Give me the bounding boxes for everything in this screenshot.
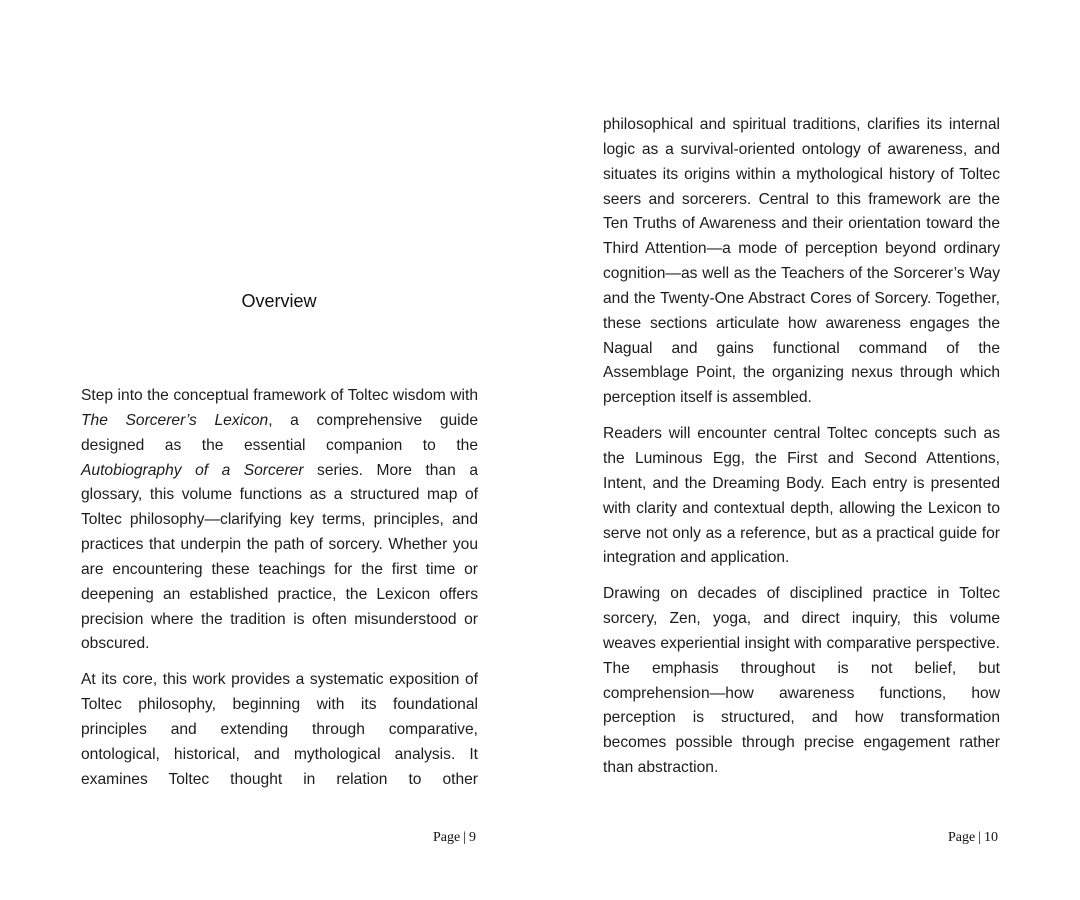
right-page xyxy=(540,0,1080,900)
paragraph: At its core, this work provides a systematic exposition of Toltec philosophy, beginning with its foundational principles and extending through comparative, ontological, historical, and mythological analysis. It examines Toltec thought in relation to other xyxy=(81,671,478,788)
text-run: Step into the conceptual framework of Toltec wisdom with xyxy=(81,387,478,404)
paragraph: Readers will encounter central Toltec concepts such as the Luminous Egg, the First and Second Attentions, Intent, and the Dreaming Body. Each entry is presented with clarity and contextual depth, allowing the Lexicon to serve not only as a reference, but as a practical guide for integration and application. xyxy=(603,425,1000,567)
page-number: 10 xyxy=(984,830,999,845)
paragraph xyxy=(81,384,478,657)
text-run: , a comprehensive guide designed as the essential companion to the xyxy=(81,411,478,454)
page-footer xyxy=(433,828,476,848)
right-page-body xyxy=(603,113,1000,792)
page-footer xyxy=(948,828,998,848)
book-title: The Sorcerer’s Lexicon xyxy=(81,411,269,429)
left-page-body xyxy=(81,384,478,804)
series-title: Autobiography of a Sorcerer xyxy=(81,461,304,479)
page-label: Page xyxy=(433,830,461,845)
paragraph: Drawing on decades of disciplined practice in Toltec sorcery, Zen, yoga, and direct inquiry, this volume weaves experiential insight with comparative perspective. The emphasis throughout is not belief, but comprehension—how awareness functions, how perception is structured, and how transformation becomes possible through precise engagement rather than abstraction. xyxy=(603,585,1000,777)
text-run: series. More than a glossary, this volume functions as a structured map of Toltec philosophy—clarifying key terms, principles, and practices that underpin the path of sorcery. Whether you are encountering these teachings for the first time or deepening an established practice, the Lexicon offers precision where the tradition is often misunderstood or obscured. xyxy=(81,461,478,653)
page-separator: | xyxy=(978,830,982,845)
page-number: 9 xyxy=(469,830,477,845)
chapter-title: Overview xyxy=(241,291,317,311)
page-separator: | xyxy=(463,830,467,845)
page-label: Page xyxy=(948,830,976,845)
paragraph: philosophical and spiritual traditions, clarifies its internal logic as a survival-oriented ontology of awareness, and situates its origins within a mythological history of Toltec seers and sorcerers. Central to this framework are the Ten Truths of Awareness and their orientation toward the Third Attention—a mode of perception beyond ordinary cognition—as well as the Teachers of the Sorcerer’s Way and the Twenty-One Abstract Cores of Sorcery. Together, these sections articulate how awareness engages the Nagual and gains functional command of the Assemblage Point, the organizing nexus through which perception itself is assembled. xyxy=(603,116,1000,407)
